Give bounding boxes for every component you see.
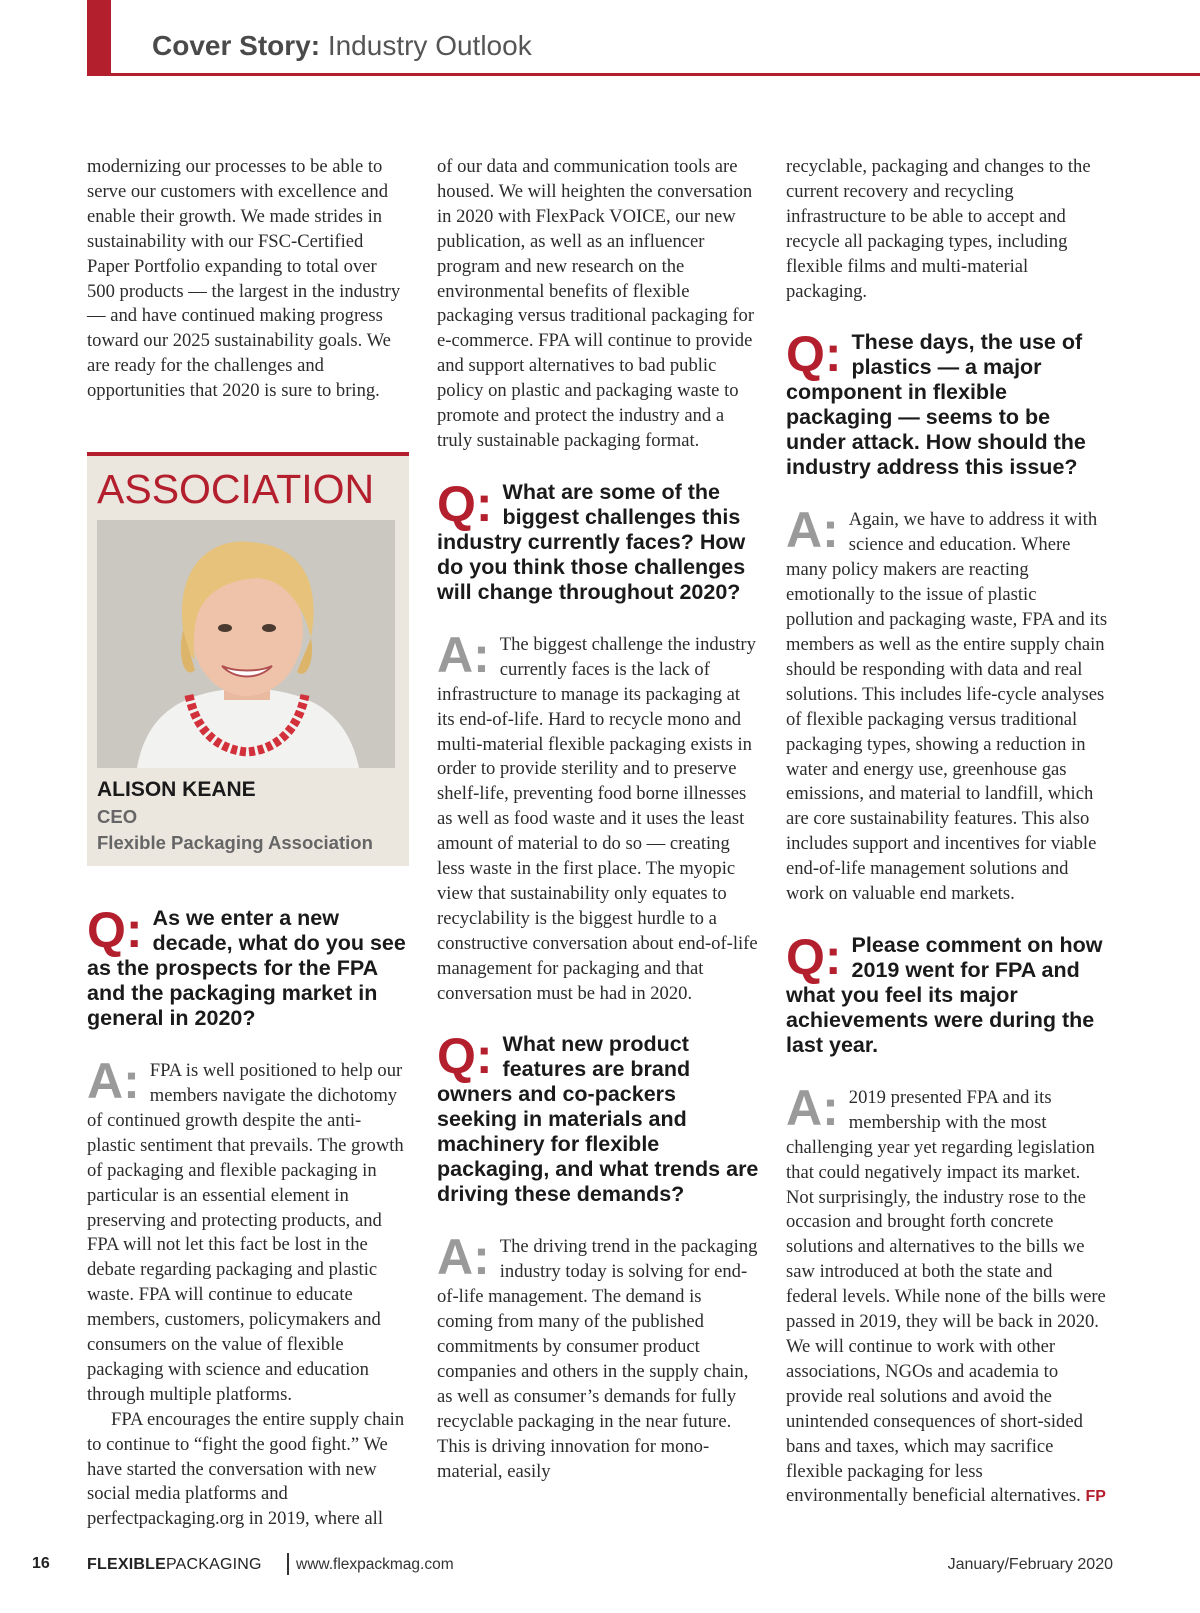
answer-block-3 [437,1229,759,1484]
col2-paragraph-1: of our data and communication tools are housed. We will heighten the conversation in 2020 with FlexPack VOICE, our new publication, as well as an influencer program and new research on the environmental benefits of flexible packaging versus traditional packaging for e-commerce. FPA will continue to provide and support alternatives to bad public policy on plastic and packaging waste to promote and protect the industry and a truly sustainable packaging format. [437,156,755,451]
question-block-3 [437,1028,759,1207]
magazine-logo-rest: PACKAGING [165,1556,262,1573]
answer-1: FPA is well positioned to help our members navigate the dichotomy of continued growth despite the anti-plastic sentiment that prevails. The growth of packaging and flexible packaging in particular is an essential element in preserving and protecting products, and FPA will not let this fact be lost in the debate regarding packaging and plastic waste. FPA will continue to educate members, customers, policymakers and consumers on the value of flexible packaging with science and education through multiple platforms. [87,1060,404,1405]
column-3 [786,155,1108,1510]
col1-paragraph-1: modernizing our processes to be able to serve our customers with excellence and enable their growth. We made strides in sustainability with our FSC-Certified Paper Portfolio expanding to total over 500 products — the largest in the industry — and have continued making progress toward our 2025 sustainability goals. We are ready for the challenges and opportunities that 2020 is sure to bring. [87,156,401,402]
question-2: What are some of the biggest challenges this industry currently faces? How do you think those challenges will change throughout 2020? [437,479,746,604]
question-marker: Q: [786,326,842,383]
answer-marker: A: [437,1229,490,1286]
answer-5: 2019 presented FPA and its membership with the most challenging year yet regarding legislation that could negatively impact its market. Not surprisingly, the industry rose to the occasion and brought forth concrete solutions and alternatives to the bills we saw introduced at both the state and federal levels. While none of the bills were passed in 2019, they will be back in 2020. We will continue to work with other associations, NGOs and academia to provide real solutions and avoid the unintended consequences of short-sided bans and taxes, which may sacrifice flexible packaging for less environmentally beneficial alternatives. [786,1086,1106,1507]
question-block-5 [786,928,1108,1058]
portrait-photo [97,520,395,768]
answer-block-5 [786,1079,1108,1510]
question-1: As we enter a new decade, what do you see as the prospects for the FPA and the packaging market in general in 2020? [87,906,406,1031]
col1-paragraph-2: FPA encourages the entire supply chain to continue to “fight the good fight.” We have started the conversation with new social media platforms and perfectpackaging.org in 2019, where all [87,1408,405,1530]
question-marker: Q: [437,475,493,532]
person-role: CEO [97,806,138,828]
question-block-2 [437,475,759,605]
page-number: 16 [32,1555,50,1572]
magazine-url: www.flexpackmag.com [296,1556,454,1573]
header-rule [87,73,1200,76]
footer-divider [287,1553,289,1575]
answer-block-1 [87,1053,409,1408]
answer-3: The driving trend in the packaging industry today is solving for end-of-life management. The demand is coming from many of the published commitments by consumer product companies and others in the supply chain, as well as consumer’s demands for fully recyclable packaging in the near future. This is driving innovation for mono-material, easily [437,1236,758,1482]
column-2 [437,155,759,1485]
question-block-4 [786,326,1108,480]
sidebar-title: ASSOCIATION [97,466,375,513]
column-1 [87,155,409,1532]
question-marker: Q: [87,902,143,959]
question-block-1 [87,902,409,1031]
section-title-rest: Industry Outlook [320,30,532,61]
answer-block-2 [437,626,759,1007]
answer-4: Again, we have to address it with science and education. Where many policy makers are reacting emotionally to the issue of plastic pollution and packaging waste, FPA and its members as well as the entire supply chain should be responding with data and real solutions. This includes life-cycle analyses of flexible packaging versus traditional packaging types, showing a reduction in water and energy use, greenhouse gas emissions, and material to landfill, which are core sustainability features. This also includes support and incentives for viable end-of-life management solutions and work on valuable end markets. [786,509,1108,905]
question-5: Please comment on how 2019 went for FPA and what you feel its major achievements were during the last year. [786,932,1103,1057]
section-title [152,30,532,62]
question-marker: Q: [437,1028,493,1085]
portrait-illustration [97,520,395,768]
question-marker: Q: [786,928,842,985]
answer-marker: A: [786,502,839,559]
answer-marker: A: [87,1053,140,1110]
person-name: ALISON KEANE [97,778,256,802]
answer-block-4 [786,502,1108,907]
page-footer [0,1553,1200,1583]
answer-5-wrap [786,1079,1108,1510]
end-mark: FP [1085,1488,1106,1506]
person-organization: Flexible Packaging Association [97,832,373,854]
section-title-bold: Cover Story: [152,30,321,61]
magazine-logo-bold: FLEXIBLE [87,1556,166,1573]
answer-2: The biggest challenge the industry currently faces is the lack of infrastructure to manage its packaging at its end-of-life. Hard to recycle mono and multi-material flexible packaging exists in order to provide sterility and to preserve shelf-life, preventing food borne illnesses as well as food waste and it uses the least amount of material to do so — creating less waste in the first place. The myopic view that sustainability only equates to recyclability is the biggest hurdle to a constructive conversation about end-of-life management for packaging and that conversation must be had in 2020. [437,633,758,1004]
header-accent-block [87,0,111,76]
answer-marker: A: [786,1079,839,1136]
question-4: These days, the use of plastics — a major component in flexible packaging — seems to be under attack. How should the industry address this issue? [786,330,1086,480]
answer-marker: A: [437,626,490,683]
col3-paragraph-1: recyclable, packaging and changes to the current recovery and recycling infrastructure to be able to accept and recycle all packaging types, including flexible films and multi-material packaging. [786,156,1091,302]
association-sidebar [87,452,409,866]
question-3: What new product features are brand owners and co-packers seeking in materials and machinery for flexible packaging, and what trends are driving these demands? [437,1032,759,1207]
issue-date: January/February 2020 [947,1556,1113,1573]
magazine-logo [87,1556,262,1574]
